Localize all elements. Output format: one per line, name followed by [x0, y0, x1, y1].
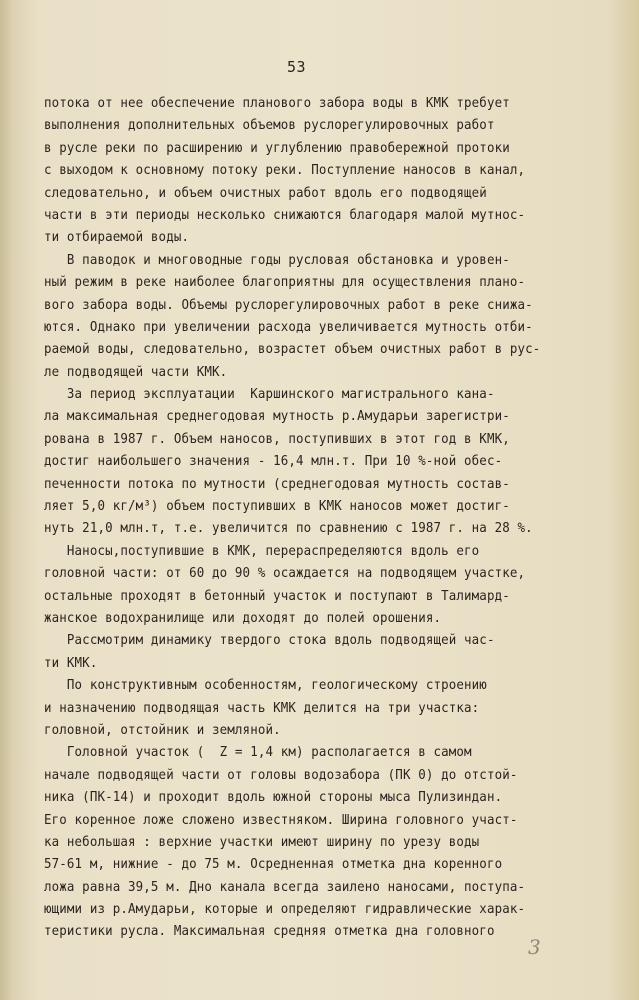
text-line: в русле реки по расширению и углублению правобережной протоки — [44, 140, 510, 156]
text-line: с выходом к основному потоку реки. Поступление наносов в канал, — [44, 163, 526, 179]
text-line: нуть 21,0 млн.т, т.е. увеличится по сравнению с 1987 г. на 28 %. — [44, 521, 533, 537]
text-line: печенности потока по мутности (среднегодовая мутность состав- — [44, 476, 510, 492]
text-line: Его коренное ложе сложено известняком. Ширина головного участ- — [44, 812, 518, 828]
text-line: ника (ПК-14) и проходит вдоль южной стороны мыса Пулизиндан. — [44, 790, 503, 806]
text-line: За период эксплуатации Каршинского магистрального кана- — [44, 387, 495, 403]
text-line: ющими из р.Амударьи, которые и определяют гидравлические харак- — [44, 902, 526, 918]
text-line: и назначению подводящая часть КМК делится на три участка: — [44, 700, 480, 716]
text-line: Рассмотрим динамику твердого стока вдоль подводящей час- — [44, 633, 495, 649]
text-line: следовательно, и объем очистных работ вдоль его подводящей — [44, 185, 487, 201]
text-line: ти отбираемой воды. — [44, 230, 190, 246]
text-line: остальные проходят в бетонный участок и поступают в Талимард- — [44, 588, 510, 604]
text-line: ти КМК. — [44, 655, 98, 671]
text-line: По конструктивным особенностям, геологическому строению — [44, 678, 487, 694]
text-line: головной части: от 60 до 90 % осаждается на подводящем участке, — [44, 566, 526, 582]
text-line: ле подводящей части КМК. — [44, 364, 228, 380]
text-line: ла максимальная среднегодовая мутность р.Амударьи зарегистри- — [44, 409, 510, 425]
text-line: части в эти периоды несколько снижаются благодаря малой мутнос- — [44, 207, 526, 223]
text-line: жанское водохранилище или доходят до полей орошения. — [44, 610, 442, 626]
text-line: ка небольшая : верхние участки имеют ширину по урезу воды — [44, 834, 480, 850]
handwritten-page-mark: 3 — [528, 935, 541, 959]
text-line: ляет 5,0 кг/м³) объем поступивших в КМК наносов может достиг- — [44, 499, 510, 515]
text-line: Наносы,поступившие в КМК, перераспределяются вдоль его — [44, 543, 480, 559]
text-line: Головной участок ( Z = 1,4 км) располагается в самом — [44, 745, 472, 761]
text-line: вого забора воды. Объемы руслорегулировочных работ в реке снижа- — [44, 297, 533, 313]
text-line: теристики русла. Максимальная средняя отметка дна головного — [44, 924, 495, 940]
text-line: ный режим в реке наиболее благоприятны для осуществления плано- — [44, 275, 526, 291]
text-line: выполнения дополнительных объемов руслорегулировочных работ — [44, 118, 495, 134]
text-line: ются. Однако при увеличении расхода увеличивается мутность отби- — [44, 319, 533, 335]
page-number: 53 — [287, 58, 307, 76]
text-line: потока от нее обеспечение планового забора воды в КМК требует — [44, 96, 510, 111]
text-line: раемой воды, следовательно, возрастет объем очистных работ в рус- — [44, 342, 541, 358]
text-line: начале подводящей части от головы водозабора (ПК 0) до отстой- — [44, 767, 518, 783]
text-line: достиг наибольшего значения - 16,4 млн.т. При 10 %-ной обес- — [44, 454, 503, 470]
text-line: 57-61 м, нижние - до 75 м. Осредненная отметка дна коренного — [44, 857, 503, 873]
text-line: ложа равна 39,5 м. Дно канала всегда заилено наносами, поступа- — [44, 879, 526, 895]
body-text — [44, 93, 604, 944]
text-line: В паводок и многоводные годы русловая обстановка и уровен- — [44, 252, 510, 268]
text-line: рована в 1987 г. Объем наносов, поступивших в этот год в КМК, — [44, 431, 510, 447]
text-line: головной, отстойник и земляной. — [44, 722, 281, 738]
